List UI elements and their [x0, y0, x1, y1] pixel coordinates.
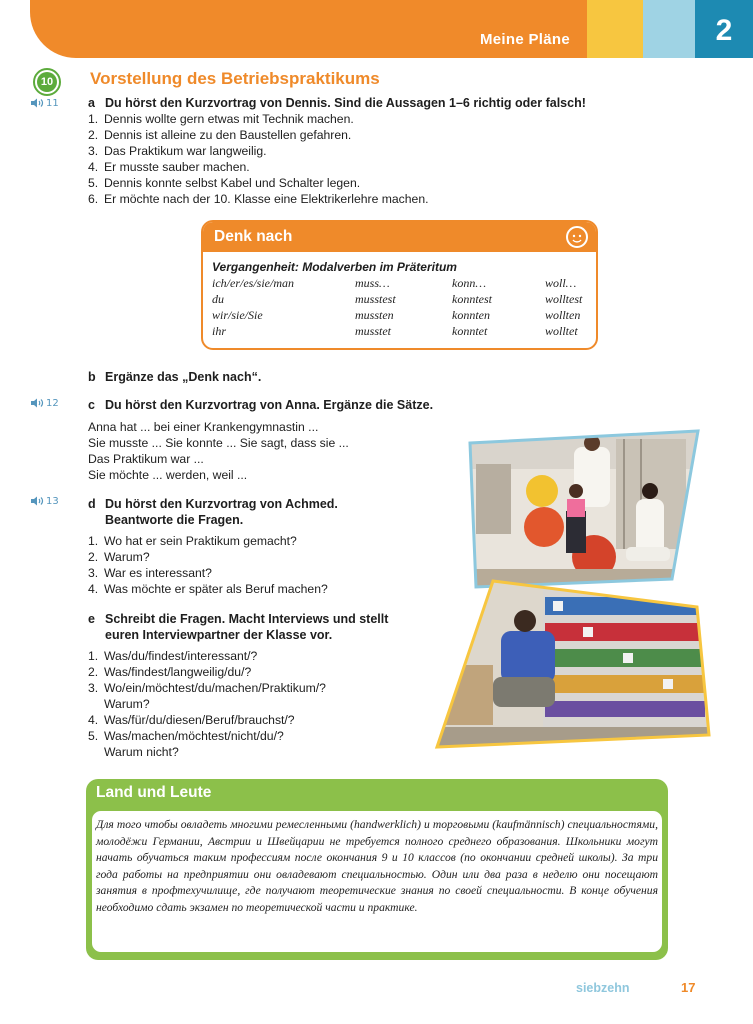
physiotherapy-photo	[466, 429, 700, 589]
list-item: 2. Dennis ist alleine zu den Baustellen gefahren.	[88, 128, 352, 142]
speaker-icon	[30, 98, 44, 108]
exercise-number: 10	[37, 72, 57, 92]
table-row: wir/sie/Sie mussten konnten wollten	[212, 308, 581, 322]
page-number: 17	[681, 980, 696, 995]
speaker-icon	[30, 496, 44, 506]
table-row: ich/er/es/sie/man muss… konn… woll…	[212, 276, 577, 290]
task-d-instruction: d Du hörst den Kurzvortrag von Achmed. Beantworte die Fragen.	[88, 497, 338, 527]
task-e-list	[88, 648, 326, 760]
task-c-instruction: c Du hörst den Kurzvortrag von Anna. Ergänze die Sätze.	[88, 398, 434, 412]
audio-track-12[interactable]: 12	[30, 398, 59, 409]
speaker-icon	[30, 398, 44, 408]
table-row: du musstest konntest wolltest	[212, 292, 583, 306]
task-a-instruction: a Du hörst den Kurzvortrag von Dennis. Sind die Aussagen 1–6 richtig oder falsch!	[88, 96, 586, 110]
task-a-list	[88, 111, 429, 207]
list-item: 3. Das Praktikum war langweilig.	[88, 144, 267, 158]
chapter-title: Meine Pläne	[480, 31, 570, 48]
list-item: 4. Was möchte er später als Beruf machen?	[88, 582, 328, 596]
list-item: 5. Was/machen/möchtest/nicht/du/?	[88, 729, 284, 743]
page-number-word: siebzehn	[576, 981, 630, 995]
header-stripe-yellow	[587, 0, 643, 58]
exercise-title: Vorstellung des Betriebspraktikums	[90, 69, 380, 88]
task-d-list	[88, 533, 328, 597]
task-e-instruction: e Schreibt die Fragen. Macht Interviews und stellt euren Interviewpartner der Klasse vor.	[88, 612, 389, 642]
list-item: 6. Er möchte nach der 10. Klasse eine Elektrikerlehre machen.	[88, 192, 429, 206]
task-b-instruction: b Ergänze das „Denk nach“.	[88, 370, 262, 384]
conjugation-table	[212, 275, 598, 339]
land-und-leute-text: Для того чтобы овладеть многими ремесленными (handwerklich) и торговыми (kaufmännisch) специальностями, молодёжи Германии, Австрии и Швейцарии не требуется полного среднего образования. Школьники могут начать обучаться таким профессиям после окончания 9 и 10 классов (по окончании средней школы). За три года работы на предприятии они овладевают специальностью. Один или два раза в неделю они посещают занятия в профтехучилище, где получают теоретические знания по своей специальности. В конце обучения необходимо сдать экзамен по теоретической части и практике.	[96, 818, 658, 914]
list-item: 1. Dennis wollte gern etwas mit Technik machen.	[88, 112, 354, 126]
shop-photo	[433, 577, 711, 749]
task-letter: a	[88, 96, 95, 110]
task-c-lines: Anna hat ... bei einer Krankengymnastin ... Sie musste ... Sie konnte ... Sie sagt, dass sie ... Das Praktikum war ... Sie möchte ... werden, weil ...	[88, 420, 349, 482]
list-item: 3. Wo/ein/möchtest/du/machen/Praktikum/?	[88, 681, 326, 695]
list-item: 1. Wo hat er sein Praktikum gemacht?	[88, 534, 297, 548]
list-item: 4. Was/für/du/diesen/Beruf/brauchst/?	[88, 713, 295, 727]
list-item-continuation: Warum?	[104, 697, 150, 711]
list-item-continuation: Warum nicht?	[104, 745, 179, 759]
list-item: 2. Warum?	[88, 550, 150, 564]
smiley-icon	[566, 226, 588, 248]
table-row: ihr musstet konntet wolltet	[212, 324, 578, 338]
list-item: 4. Er musste sauber machen.	[88, 160, 250, 174]
list-item: 1. Was/du/findest/interessant/?	[88, 649, 258, 663]
land-und-leute-title: Land und Leute	[96, 784, 212, 801]
header-stripe-light-blue	[643, 0, 695, 58]
header-band	[30, 0, 590, 58]
list-item: 3. War es interessant?	[88, 566, 212, 580]
denk-nach-header	[203, 222, 596, 252]
exercise-number-badge	[33, 68, 61, 96]
chapter-number: 2	[715, 14, 733, 47]
grammar-subtitle: Vergangenheit: Modalverben im Präteritum	[212, 260, 457, 274]
list-item: 2. Was/findest/langweilig/du/?	[88, 665, 252, 679]
denk-nach-title: Denk nach	[214, 228, 293, 245]
audio-track-11[interactable]: 11	[30, 98, 59, 109]
denk-nach-box	[201, 220, 598, 350]
list-item: 5. Dennis konnte selbst Kabel und Schalter legen.	[88, 176, 361, 190]
audio-track-13[interactable]: 13	[30, 496, 59, 507]
